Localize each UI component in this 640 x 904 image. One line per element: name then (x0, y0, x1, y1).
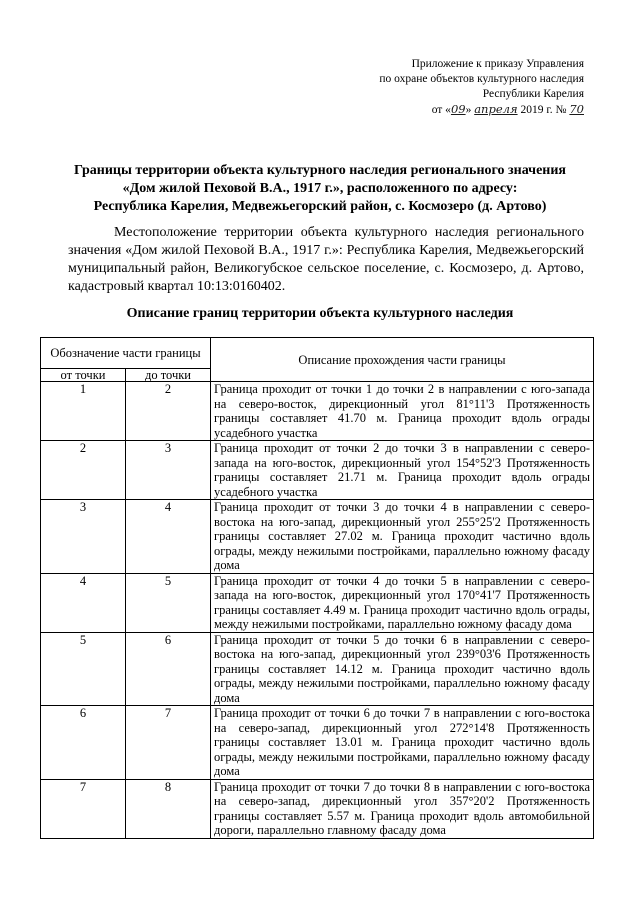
title-line-2: «Дом жилой Пеховой В.А., 1917 г.», расположенного по адресу: (122, 181, 518, 196)
title-line-1: Границы территории объекта культурного наследия регионального значения (73, 163, 566, 178)
header-description: Описание прохождения части границы (211, 338, 594, 382)
header-line-3: Республики Карелия (482, 88, 584, 100)
table-body (41, 382, 594, 839)
date-month: апреля (474, 102, 518, 116)
location-paragraph: Местоположение территории объекта культурного наследия регионального значения «Дом жилой Пеховой В.А., 1917 г.»: Республика Карелия, Медвежьегорский муниципальный район, Великогубское сельское поселение, с. Космозеро, д. Артово, кадастровый квартал 10:13:0160402. (68, 225, 584, 294)
point-from-cell: 6 (41, 706, 126, 780)
description-cell: Граница проходит от точки 3 до точки 4 в направлении с северо-востока на юго-запад, дирекционный угол 255°25'2 Протяженность границы составляет 27.02 м. Граница проходит частично вдоль ограды, между нежилыми постройками, параллельно южному фасаду дома (211, 500, 594, 574)
header-to: до точки (126, 369, 211, 382)
table-row (41, 573, 594, 632)
order-number: 70 (569, 102, 584, 116)
header-line-2: по охране объектов культурного наследия (379, 73, 584, 85)
point-to-cell: 2 (126, 382, 211, 441)
header-date-line (379, 102, 584, 118)
header-parts: Обозначение части границы (41, 338, 211, 369)
table-row (41, 500, 594, 574)
date-prefix: от « (431, 104, 451, 116)
description-cell: Граница проходит от точки 5 до точки 6 в направлении с северо-востока на юго-запад, дирекционный угол 239°03'6 Протяженность границы составляет 14.12 м. Граница проходит частично вдоль ограды, между нежилыми постройками, параллельно южному фасаду дома (211, 632, 594, 706)
description-cell: Граница проходит от точки 1 до точки 2 в направлении с юго-запада на северо-восток, дирекционный угол 81°11'3 Протяженность границы составляет 41.70 м. Граница проходит вдоль ограды усадебного участка (211, 382, 594, 441)
date-day: 09 (450, 102, 466, 116)
description-cell: Граница проходит от точки 6 до точки 7 в направлении с юго-востока на северо-запад, дирекционный угол 272°14'8 Протяженность границы составляет 13.01 м. Граница проходит частично вдоль ограды, между нежилыми постройками, параллельно южному фасаду дома (211, 706, 594, 780)
title-line-3: Республика Карелия, Медвежьегорский район, с. Космозеро (д. Артово) (93, 199, 547, 214)
point-from-cell: 1 (41, 382, 126, 441)
header-from: от точки (41, 369, 126, 382)
table-row (41, 632, 594, 706)
point-to-cell: 5 (126, 573, 211, 632)
point-to-cell: 8 (126, 779, 211, 838)
point-to-cell: 7 (126, 706, 211, 780)
order-header (379, 57, 584, 118)
point-from-cell: 3 (41, 500, 126, 574)
date-year: 2019 г. № (517, 104, 570, 116)
table-row (41, 441, 594, 500)
date-mid: » (465, 104, 475, 116)
description-cell: Граница проходит от точки 4 до точки 5 в направлении с северо-запада на юго-восток, дирекционный угол 170°41'7 Протяженность границы составляет 4.49 м. Граница проходит частично вдоль ограды, между нежилыми постройками, параллельно южному фасаду дома (211, 573, 594, 632)
table-row (41, 779, 594, 838)
point-to-cell: 3 (126, 441, 211, 500)
boundary-table (40, 337, 594, 839)
section-title: Описание границ территории объекта культурного наследия (126, 306, 514, 321)
table-row (41, 706, 594, 780)
table-header-row (41, 338, 594, 369)
description-cell: Граница проходит от точки 2 до точки 3 в направлении с северо-запада на юго-восток, дирекционный угол 154°52'3 Протяженность границы составляет 21.71 м. Граница проходит вдоль ограды усадебного участка (211, 441, 594, 500)
document-title (40, 162, 600, 216)
point-to-cell: 4 (126, 500, 211, 574)
point-from-cell: 4 (41, 573, 126, 632)
header-line-1: Приложение к приказу Управления (411, 58, 584, 70)
table-row (41, 382, 594, 441)
point-to-cell: 6 (126, 632, 211, 706)
point-from-cell: 2 (41, 441, 126, 500)
point-from-cell: 5 (41, 632, 126, 706)
point-from-cell: 7 (41, 779, 126, 838)
description-cell: Граница проходит от точки 7 до точки 8 в направлении с юго-востока на северо-запад, дирекционный угол 357°20'2 Протяженность границы составляет 5.57 м. Граница проходит вдоль автомобильной дороги, параллельно главному фасаду дома (211, 779, 594, 838)
